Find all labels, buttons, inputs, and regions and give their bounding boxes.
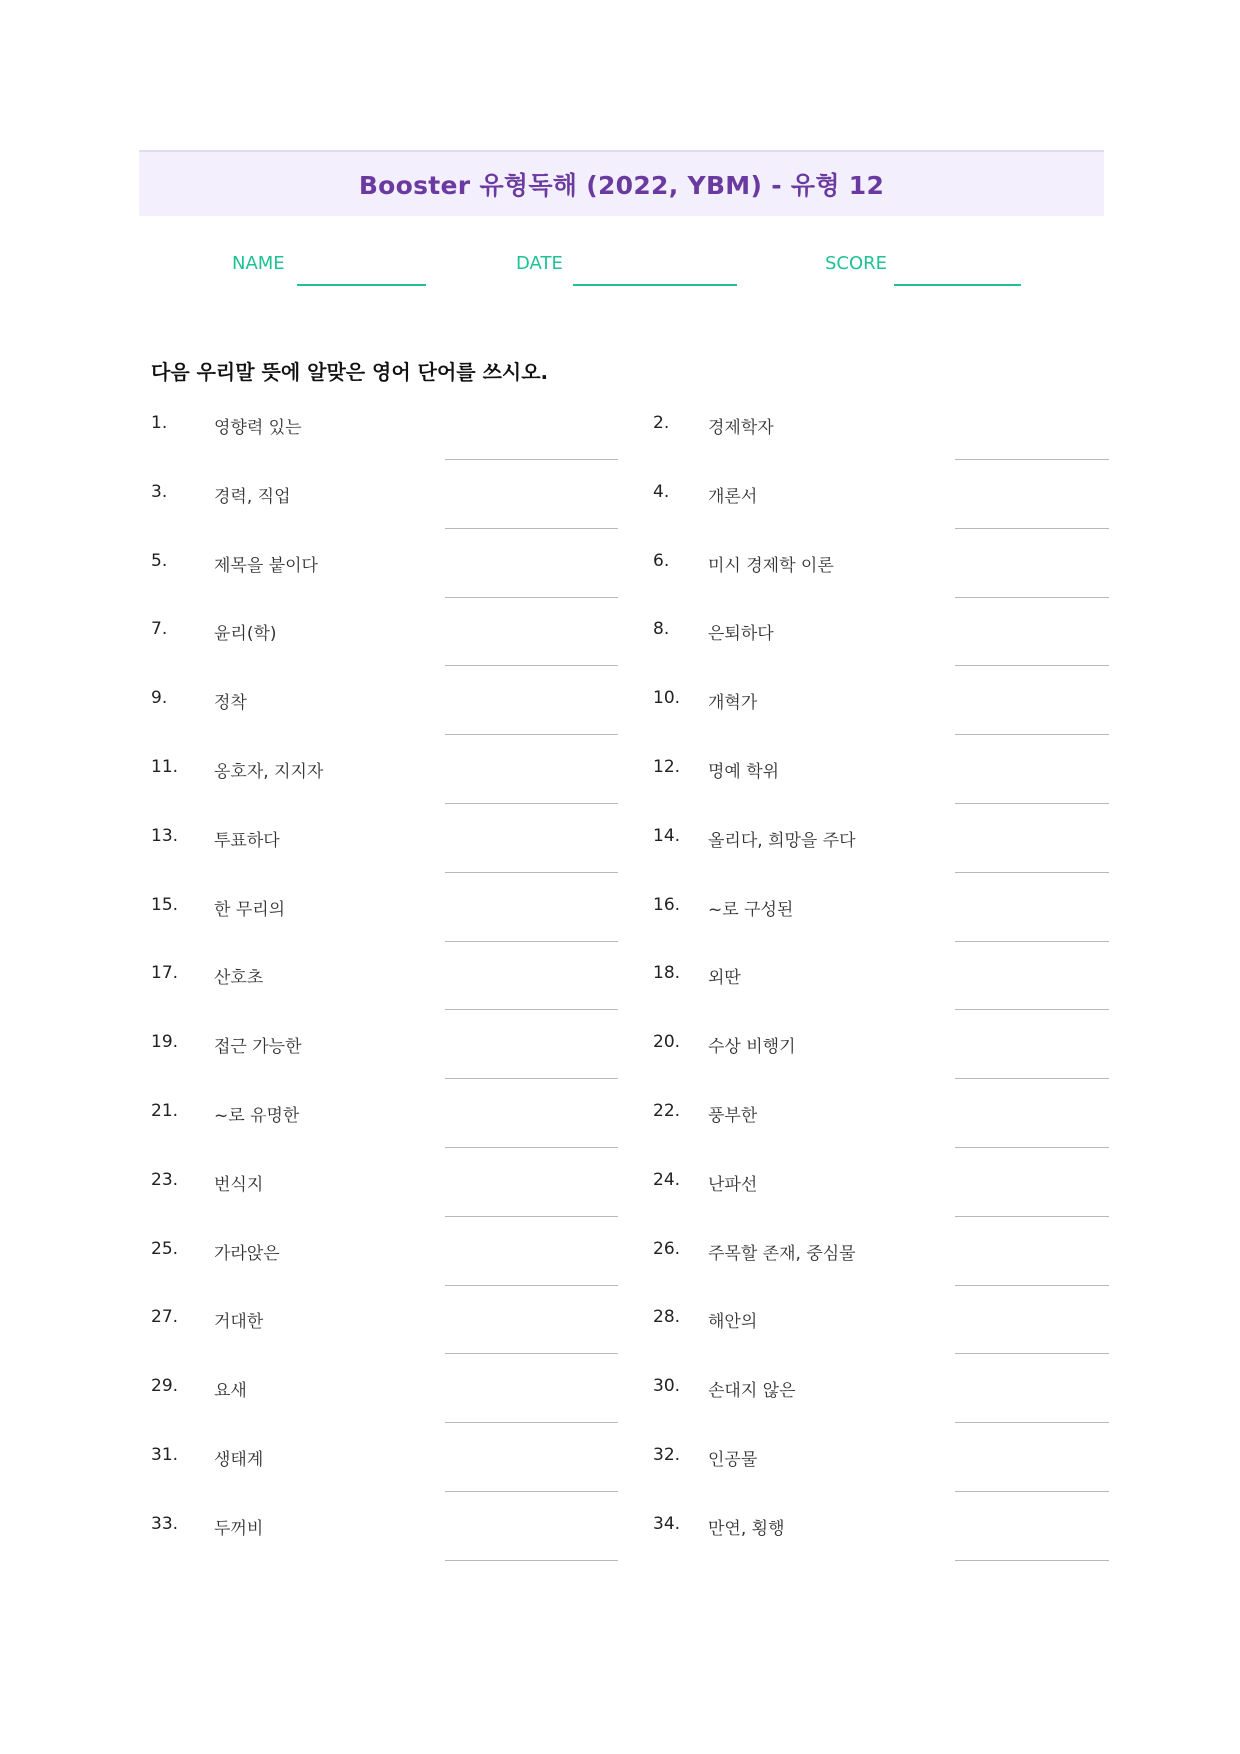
question-number: 30. [653,1376,681,1397]
question-item [653,413,1109,473]
question-number: 4. [653,481,670,502]
question-word: 옹호자, 지지자 [214,762,324,782]
question-word: 번식지 [214,1174,264,1195]
question-word: 윤리(학) [214,624,277,645]
question-word: 주목할 존재, 중심물 [708,1243,856,1264]
question-word: 정착 [214,693,247,714]
answer-blank[interactable] [445,528,618,529]
question-number: 28. [653,1307,681,1328]
answer-blank[interactable] [955,1147,1109,1148]
question-word: 손대지 않은 [708,1381,796,1402]
answer-blank[interactable] [955,459,1109,460]
instruction-text: 다음 우리말 뜻에 알맞은 영어 단어를 쓰시오. [151,360,549,384]
answer-blank[interactable] [955,803,1109,804]
question-word: 투표하다 [214,830,280,851]
question-word: 인공물 [708,1450,758,1470]
question-word: 두꺼비 [214,1518,264,1539]
question-number: 10. [653,688,681,709]
answer-blank[interactable] [445,1491,618,1492]
question-number: 8. [653,619,670,640]
question-item [653,1376,1109,1436]
question-item [653,1101,1109,1161]
score-field[interactable] [894,284,1021,286]
question-item [151,1514,618,1574]
question-item [151,688,618,748]
question-item [653,688,1109,748]
question-number: 17. [151,963,179,984]
question-word: 경제학자 [708,418,774,438]
question-item [151,1170,618,1230]
question-item [151,1445,618,1505]
answer-blank[interactable] [445,734,618,735]
question-number: 15. [151,894,179,915]
question-number: 25. [151,1238,179,1259]
question-word: 외딴 [708,968,741,989]
answer-blank[interactable] [955,734,1109,735]
question-item [653,1514,1109,1574]
question-number: 26. [653,1238,681,1259]
question-word: 수상 비행기 [708,1037,796,1058]
question-item [151,1307,618,1367]
name-field[interactable] [297,284,426,286]
question-item [151,1032,618,1092]
question-word: ~로 구성된 [708,899,794,920]
answer-blank[interactable] [955,1422,1109,1423]
answer-blank[interactable] [955,665,1109,666]
answer-blank[interactable] [445,1422,618,1423]
answer-blank[interactable] [445,872,618,873]
question-number: 27. [151,1307,179,1328]
question-number: 24. [653,1169,681,1190]
question-number: 22. [653,1101,681,1121]
question-item [653,1239,1109,1299]
question-item [151,757,618,817]
question-item [653,895,1109,955]
answer-blank[interactable] [445,459,618,460]
answer-blank[interactable] [955,1216,1109,1217]
question-number: 13. [151,825,179,846]
question-item [151,1376,618,1436]
question-item [653,963,1109,1023]
question-item [653,1307,1109,1367]
question-item [653,826,1109,886]
question-number: 34. [653,1513,681,1534]
question-word: 접근 가능한 [214,1037,302,1058]
answer-blank[interactable] [445,941,618,942]
question-number: 23. [151,1169,179,1190]
question-item [151,1239,618,1299]
name-label: NAME [232,253,285,274]
answer-blank[interactable] [445,665,618,666]
question-number: 29. [151,1376,179,1397]
question-item [151,963,618,1023]
question-number: 14. [653,825,681,846]
answer-blank[interactable] [955,1353,1109,1354]
question-number: 16. [653,894,681,915]
answer-blank[interactable] [445,1009,618,1010]
question-word: ~로 유명한 [214,1106,300,1126]
answer-blank[interactable] [955,1491,1109,1492]
question-word: 명예 학위 [708,762,780,782]
answer-blank[interactable] [955,1009,1109,1010]
question-item [151,551,618,611]
question-item [151,1101,618,1161]
question-number: 21. [151,1101,179,1121]
question-word: 가라앉은 [214,1243,280,1264]
question-word: 미시 경제학 이론 [708,555,834,576]
answer-blank[interactable] [955,1560,1109,1561]
question-item [151,619,618,679]
question-word: 만연, 횡행 [708,1518,785,1539]
page-title: Booster 유형독해 (2022, YBM) - 유형 12 [358,171,885,200]
question-number: 2. [653,413,670,433]
question-number: 7. [151,619,168,640]
question-item [653,757,1109,817]
question-word: 해안의 [708,1312,758,1333]
question-number: 9. [151,688,168,709]
question-item [653,619,1109,679]
answer-blank[interactable] [955,597,1109,598]
question-number: 5. [151,550,168,571]
question-number: 6. [653,550,670,571]
answer-blank[interactable] [445,1285,618,1286]
question-word: 영향력 있는 [214,418,302,438]
question-item [653,1032,1109,1092]
question-word: 올리다, 희망을 주다 [708,830,856,851]
question-word: 한 무리의 [214,899,286,920]
question-word: 개혁가 [708,693,758,714]
title-band [139,150,1104,216]
answer-blank[interactable] [445,1147,618,1148]
question-number: 20. [653,1032,681,1053]
answer-blank[interactable] [445,1353,618,1354]
question-item [653,551,1109,611]
question-item [151,482,618,542]
question-number: 1. [151,413,168,433]
question-item [653,482,1109,542]
question-word: 제목을 붙이다 [214,555,318,576]
question-item [151,413,618,473]
question-item [653,1445,1109,1505]
answer-blank[interactable] [955,872,1109,873]
question-word: 개론서 [708,486,758,507]
answer-blank[interactable] [445,1216,618,1217]
answer-blank[interactable] [955,1078,1109,1079]
question-number: 18. [653,963,681,984]
question-item [151,826,618,886]
question-word: 풍부한 [708,1106,758,1126]
question-word: 은퇴하다 [708,624,774,645]
question-item [151,895,618,955]
answer-blank[interactable] [445,597,618,598]
answer-blank[interactable] [445,1560,618,1561]
date-field[interactable] [573,284,737,286]
question-number: 33. [151,1513,179,1534]
answer-blank[interactable] [955,941,1109,942]
question-number: 12. [653,757,681,777]
date-label: DATE [516,253,563,274]
question-word: 경력, 직업 [214,486,291,507]
question-word: 난파선 [708,1174,758,1195]
score-label: SCORE [825,253,888,274]
question-number: 19. [151,1032,179,1053]
question-number: 32. [653,1445,681,1465]
answer-blank[interactable] [955,1285,1109,1286]
answer-blank[interactable] [445,1078,618,1079]
question-number: 3. [151,481,168,502]
question-number: 11. [151,757,179,777]
answer-blank[interactable] [955,528,1109,529]
question-word: 거대한 [214,1312,264,1333]
question-word: 요새 [214,1381,247,1402]
question-word: 생태계 [214,1450,264,1470]
question-item [653,1170,1109,1230]
question-word: 산호초 [214,968,264,989]
answer-blank[interactable] [445,803,618,804]
question-number: 31. [151,1445,179,1465]
